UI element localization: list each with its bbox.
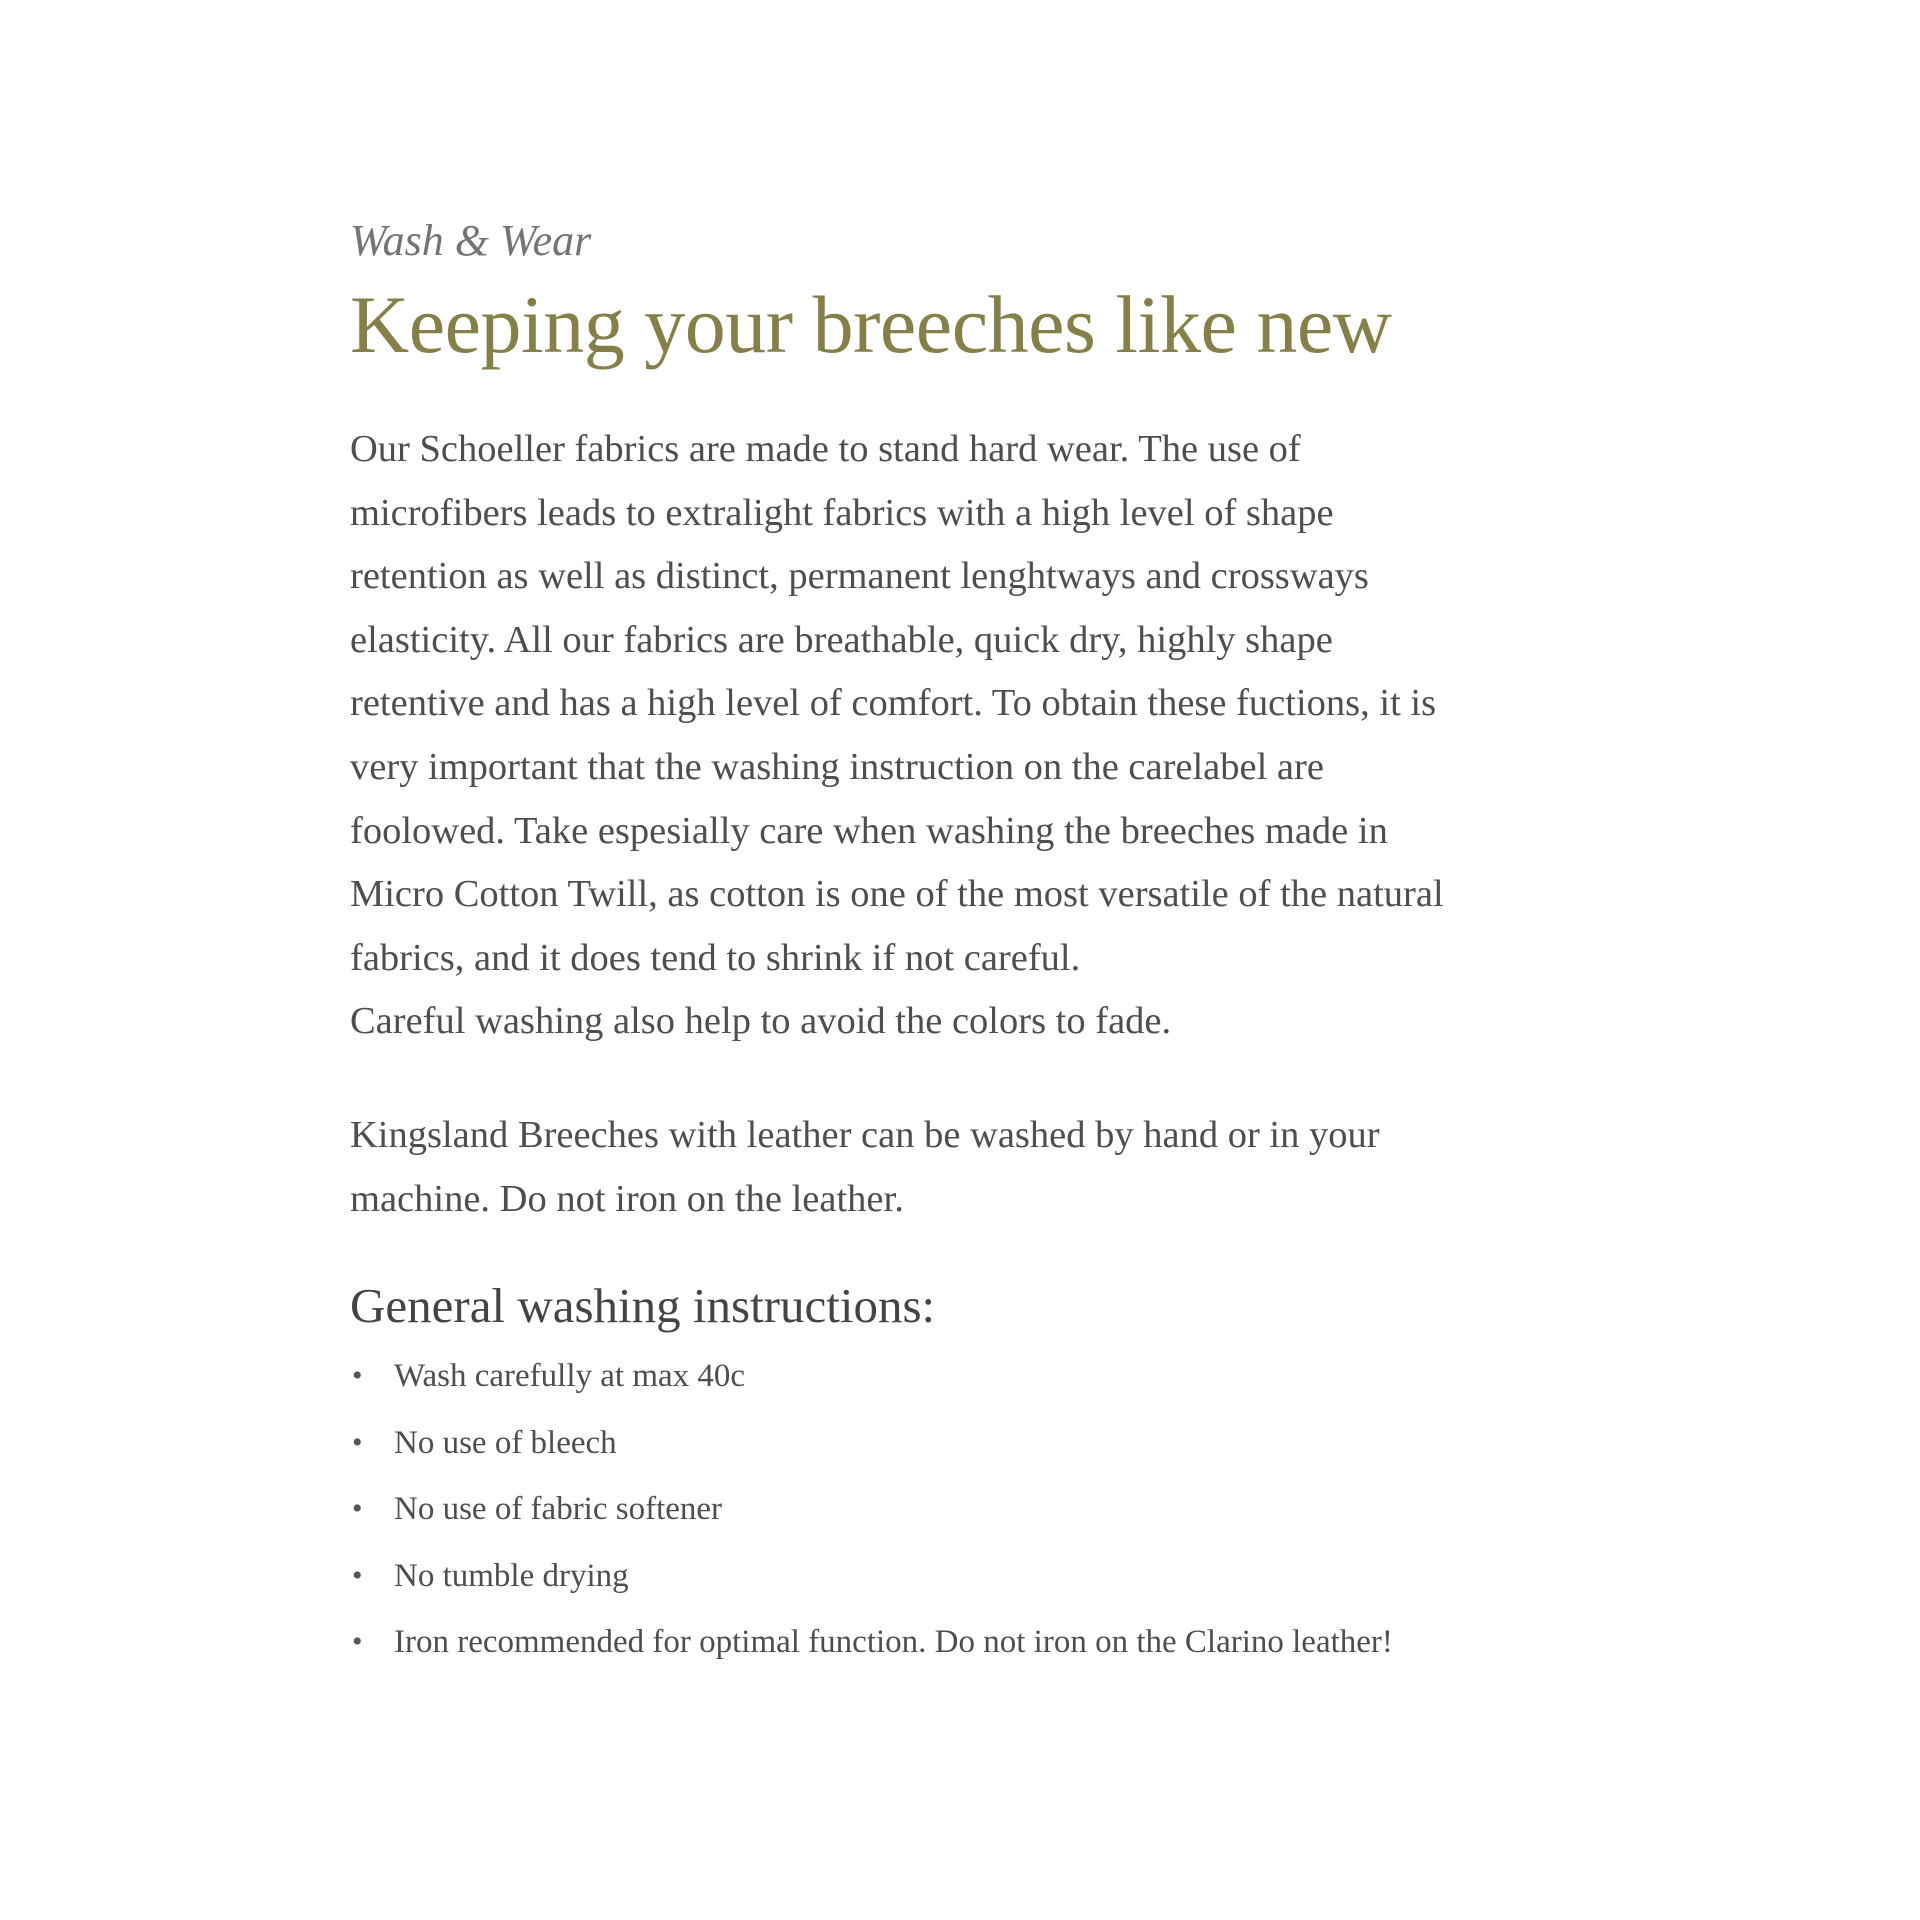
list-item-text: Iron recommended for optimal function. Do not iron on the Clarino leather! bbox=[394, 1624, 1393, 1661]
list-item bbox=[350, 1410, 1610, 1477]
care-article bbox=[350, 210, 1610, 1676]
page-title: Keeping your breeches like new bbox=[350, 279, 1392, 370]
list-item-text: No use of bleech bbox=[394, 1424, 617, 1461]
list-item-text: No tumble drying bbox=[394, 1557, 629, 1594]
washing-instructions-heading: General washing instructions: bbox=[350, 1278, 936, 1334]
bullet-icon: • bbox=[352, 1425, 363, 1459]
leather-note-paragraph: Kingsland Breeches with leather can be washed by hand or in your machine. Do not iron on the leather. bbox=[350, 1113, 1380, 1220]
list-item bbox=[350, 1476, 1610, 1543]
list-item bbox=[350, 1343, 1610, 1410]
list-item-text: Wash carefully at max 40c bbox=[394, 1358, 746, 1395]
list-item bbox=[350, 1543, 1610, 1610]
bullet-icon: • bbox=[352, 1359, 363, 1393]
intro-paragraph: Our Schoeller fabrics are made to stand hard wear. The use of microfibers leads to extralight fabrics with a high level of shape retention as well as distinct, permanent lenghtways and crossways elasticity. All our fabrics are breathable, quick dry, highly shape retentive and has a high level of comfort. To obtain these fuctions, it is very important that the washing instruction on the carelabel are foolowed. Take espesially care when washing the breeches made in Micro Cotton Twill, as cotton is one of the most versatile of the natural fabrics, and it does tend to shrink if not careful. Careful washing also help to avoid the colors to fade. bbox=[350, 428, 1444, 1043]
bullet-icon: • bbox=[352, 1492, 363, 1526]
list-item bbox=[350, 1609, 1610, 1676]
bullet-icon: • bbox=[352, 1625, 363, 1659]
list-item-text: No use of fabric softener bbox=[394, 1491, 723, 1528]
washing-instructions-list bbox=[350, 1343, 1610, 1676]
section-eyebrow: Wash & Wear bbox=[350, 216, 592, 265]
bullet-icon: • bbox=[352, 1558, 363, 1592]
